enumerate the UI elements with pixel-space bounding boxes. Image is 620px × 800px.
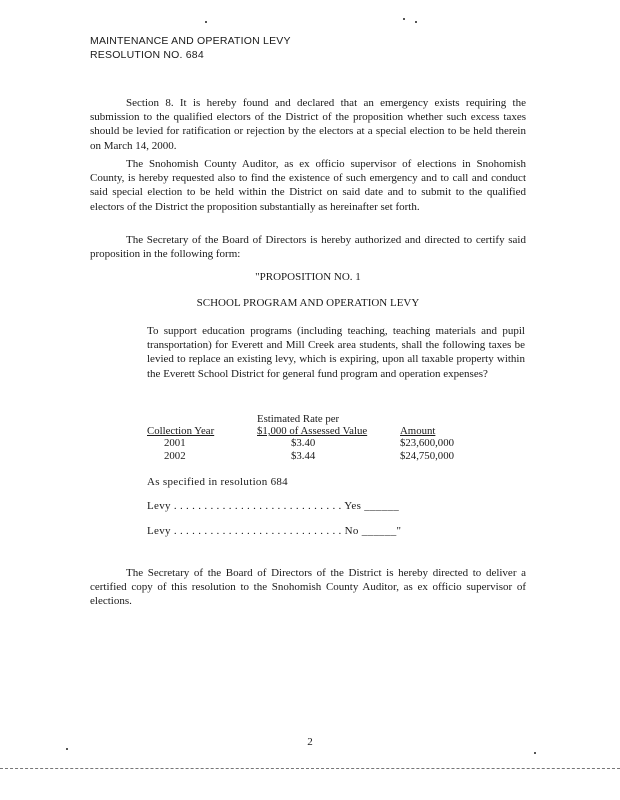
closing-paragraph: The Secretary of the Board of Directors of the District is hereby directed to deliver a certified copy of this resolution to the Snohomish County Auditor, as ex officio supervisor of elections. — [90, 567, 526, 608]
rate-header-line1: Estimated Rate per — [257, 413, 340, 425]
row-amount: $23,600,000 — [400, 437, 454, 449]
proposition-title: "PROPOSITION NO. 1 — [255, 271, 361, 283]
specified-resolution: As specified in resolution 684 — [147, 476, 288, 488]
proposition-text: To support education programs (including teaching, teaching materials and pupil transportation) for Everett and Mill Creek area students, shall the following taxes be levied to replace an existing levy, which is expiring, upon all taxable property within the Everett School District for general fund program and operation expenses? — [147, 325, 525, 380]
scan-edge-line — [0, 768, 620, 769]
row-rate: $3.40 — [291, 437, 316, 449]
row-year: 2002 — [164, 450, 186, 462]
section-8-paragraph: Section 8. It is hereby found and declared that an emergency exists requiring the submission to the qualified electors of the District of the proposition whether such excess taxes should be levied for ratification or rejection by the electors at a special election to be held therein on March 14, 2000. — [90, 97, 526, 152]
scan-speck — [403, 18, 405, 20]
document-header — [90, 34, 291, 62]
proposition-subtitle: SCHOOL PROGRAM AND OPERATION LEVY — [196, 297, 420, 309]
row-amount: $24,750,000 — [400, 450, 454, 462]
row-year: 2001 — [164, 437, 186, 449]
header-title: MAINTENANCE AND OPERATION LEVY — [90, 35, 291, 47]
scan-speck — [534, 752, 536, 754]
scan-speck — [66, 748, 68, 750]
scan-speck — [205, 21, 207, 23]
header-resolution-number: RESOLUTION NO. 684 — [90, 49, 204, 61]
vote-no-line: Levy . . . . . . . . . . . . . . . . . . . . . . . . . . . . No ______" — [147, 525, 402, 537]
col-header-year: Collection Year — [147, 425, 215, 437]
vote-yes-line: Levy . . . . . . . . . . . . . . . . . . . . . . . . . . . . Yes ______ — [147, 500, 399, 512]
page-number: 2 — [307, 736, 313, 748]
col-header-rate: $1,000 of Assessed Value — [257, 425, 368, 437]
col-header-amount: Amount — [400, 425, 436, 437]
row-rate: $3.44 — [291, 450, 316, 462]
secretary-paragraph: The Secretary of the Board of Directors is hereby authorized and directed to certify said proposition in the following form: — [90, 234, 526, 261]
scan-speck — [415, 21, 417, 23]
auditor-paragraph: The Snohomish County Auditor, as ex officio supervisor of elections in Snohomish County, is hereby requested also to find the existence of such emergency and to call and conduct said special election to be held within the District on said date and to submit to the qualified electors of the District the proposition substantially as hereinafter set forth. — [90, 158, 526, 213]
